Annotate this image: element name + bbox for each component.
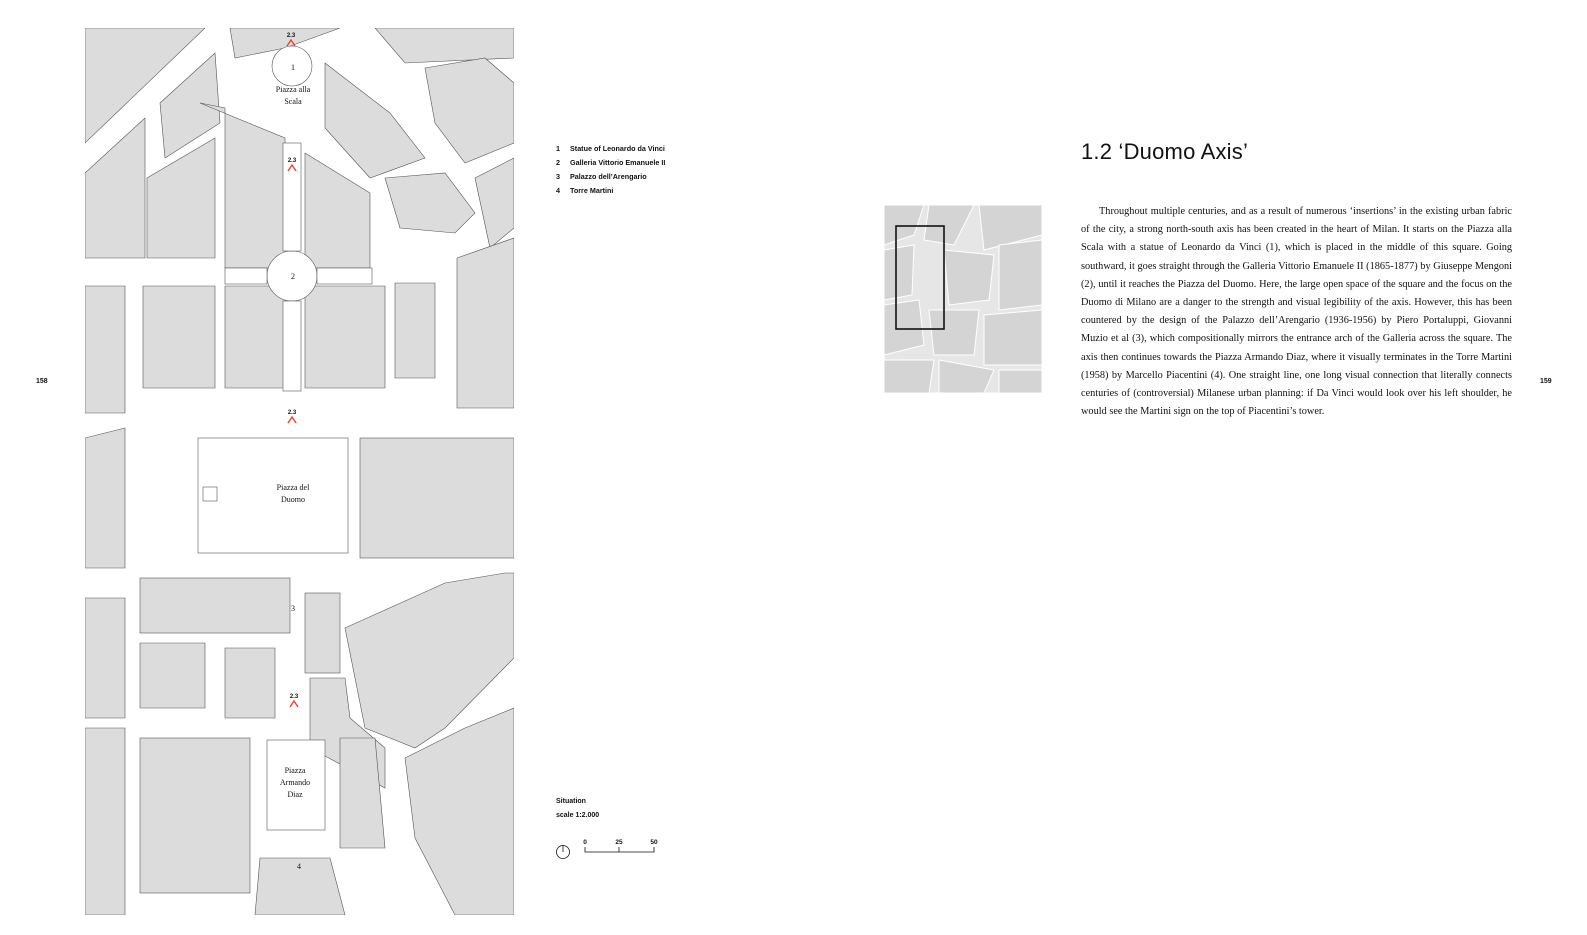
- piazza-diaz-label-line3: Diaz: [287, 790, 303, 799]
- building-block: [457, 238, 514, 408]
- view-ref-label: 2.3: [286, 33, 296, 39]
- galleria-arm-west: [225, 268, 267, 284]
- view-marker-icon: [288, 417, 296, 423]
- building-block: [395, 283, 435, 378]
- legend-number: 3: [556, 172, 560, 181]
- legend-label: Torre Martini: [570, 186, 614, 195]
- building-block: [140, 738, 250, 893]
- piazza-duomo-label-line2: Duomo: [281, 495, 305, 504]
- piazza-duomo: [198, 438, 348, 553]
- marker-4-label: 4: [297, 862, 301, 871]
- legend-item: [556, 142, 665, 156]
- building-block: [85, 428, 125, 568]
- building-block: [225, 286, 285, 388]
- situation-caption: [556, 795, 599, 823]
- location-thumbnail: [884, 205, 1042, 393]
- view-marker-icon: [290, 701, 298, 707]
- legend-item: [556, 184, 665, 198]
- marker-3-label: 3: [291, 604, 295, 613]
- building-block: [375, 28, 514, 63]
- building-block: [140, 578, 290, 633]
- building-block: [325, 63, 425, 178]
- building-block: [85, 118, 145, 258]
- legend-label: Galleria Vittorio Emanuele II: [570, 158, 666, 167]
- legend-label: Palazzo dell’Arengario: [570, 172, 647, 181]
- building-block: [143, 286, 215, 388]
- page-number-left: 158: [36, 378, 48, 385]
- scale-bar: [556, 838, 666, 860]
- duomo-building: [360, 438, 514, 558]
- piazza-scala-label-line2: Scala: [284, 97, 302, 106]
- legend-label: Statue of Leonardo da Vinci: [570, 144, 665, 153]
- legend-item: [556, 156, 665, 170]
- legend-item: [556, 170, 665, 184]
- building-block: [305, 593, 340, 673]
- page-number-right: 159: [1540, 378, 1552, 385]
- north-arrow-icon: [557, 845, 570, 859]
- situation-title: Situation: [556, 798, 586, 805]
- view-ref-label: 2.3: [287, 158, 297, 164]
- building-block: [85, 286, 125, 413]
- monument-duomo: [203, 487, 217, 501]
- building-block: [225, 648, 275, 718]
- situation-map: [85, 28, 514, 915]
- situation-scale: scale 1:2.000: [556, 812, 600, 819]
- view-ref-label: 2.3: [289, 694, 299, 700]
- building-block: [305, 286, 385, 388]
- building-block: [385, 173, 475, 233]
- scale-tick-label: 0: [583, 839, 587, 846]
- galleria-arm-south: [283, 301, 301, 391]
- piazza-diaz-label-line1: Piazza: [284, 766, 306, 775]
- section-title: 1.2 ‘Duomo Axis’: [1081, 139, 1249, 164]
- scale-tick-label: 25: [615, 839, 623, 846]
- piazza-duomo-label-line1: Piazza del: [276, 483, 310, 492]
- piazza-scala-label-line1: Piazza alla: [275, 85, 311, 94]
- building-block: [85, 598, 125, 718]
- galleria-arm-east: [317, 268, 372, 284]
- legend-number: 4: [556, 186, 560, 195]
- building-block: [475, 158, 514, 248]
- piazza-diaz-label-line2: Armando: [279, 778, 311, 787]
- legend-number: 2: [556, 158, 560, 167]
- marker-2-label: 2: [291, 272, 295, 281]
- building-block: [85, 728, 125, 915]
- map-legend: [556, 142, 665, 198]
- body-paragraph: Throughout multiple centuries, and as a result of numerous ‘insertions’ in the existing urban fabric of the city, a strong north-south axis has been created in the heart of Milan. It starts on the Piazza alla Scala with a statue of Leonardo da Vinci (1), which is placed in the middle of this square. Going southward, it goes straight through the Galleria Vittorio Emanuele II (1865-1877) by Giuseppe Mengoni (2), until it reaches the Piazza del Duomo. Here, the large open space of the square and the focus on the Duomo di Milano are a danger to the strength and visual legibility of the axis. However, this has been countered by the design of the Palazzo dell’Arengario (1936-1956) by Piero Portaluppi, Giovanni Muzio et al (3), which compositionally mirrors the entrance arch of the Galleria across the square. The axis then continues towards the Piazza Armando Diaz, where it visually terminates in the Torre Martini (1958) by Marcello Piacentini (4). One straight line, one long visual connection that literally connects centuries of (controversial) Milanese urban planning: if Da Vinci would look over his left shoulder, he would see the Martini sign on the top of Piacentini’s tower.: [1081, 206, 1512, 418]
- view-ref-label: 2.3: [287, 410, 297, 416]
- building-block: [147, 138, 215, 258]
- scale-ruler: [585, 847, 654, 852]
- building-block: [305, 153, 370, 268]
- marker-1-label: 1: [291, 63, 295, 72]
- building-block: [425, 58, 514, 163]
- legend-number: 1: [556, 144, 560, 153]
- building-block: [140, 643, 205, 708]
- scale-tick-label: 50: [650, 839, 658, 846]
